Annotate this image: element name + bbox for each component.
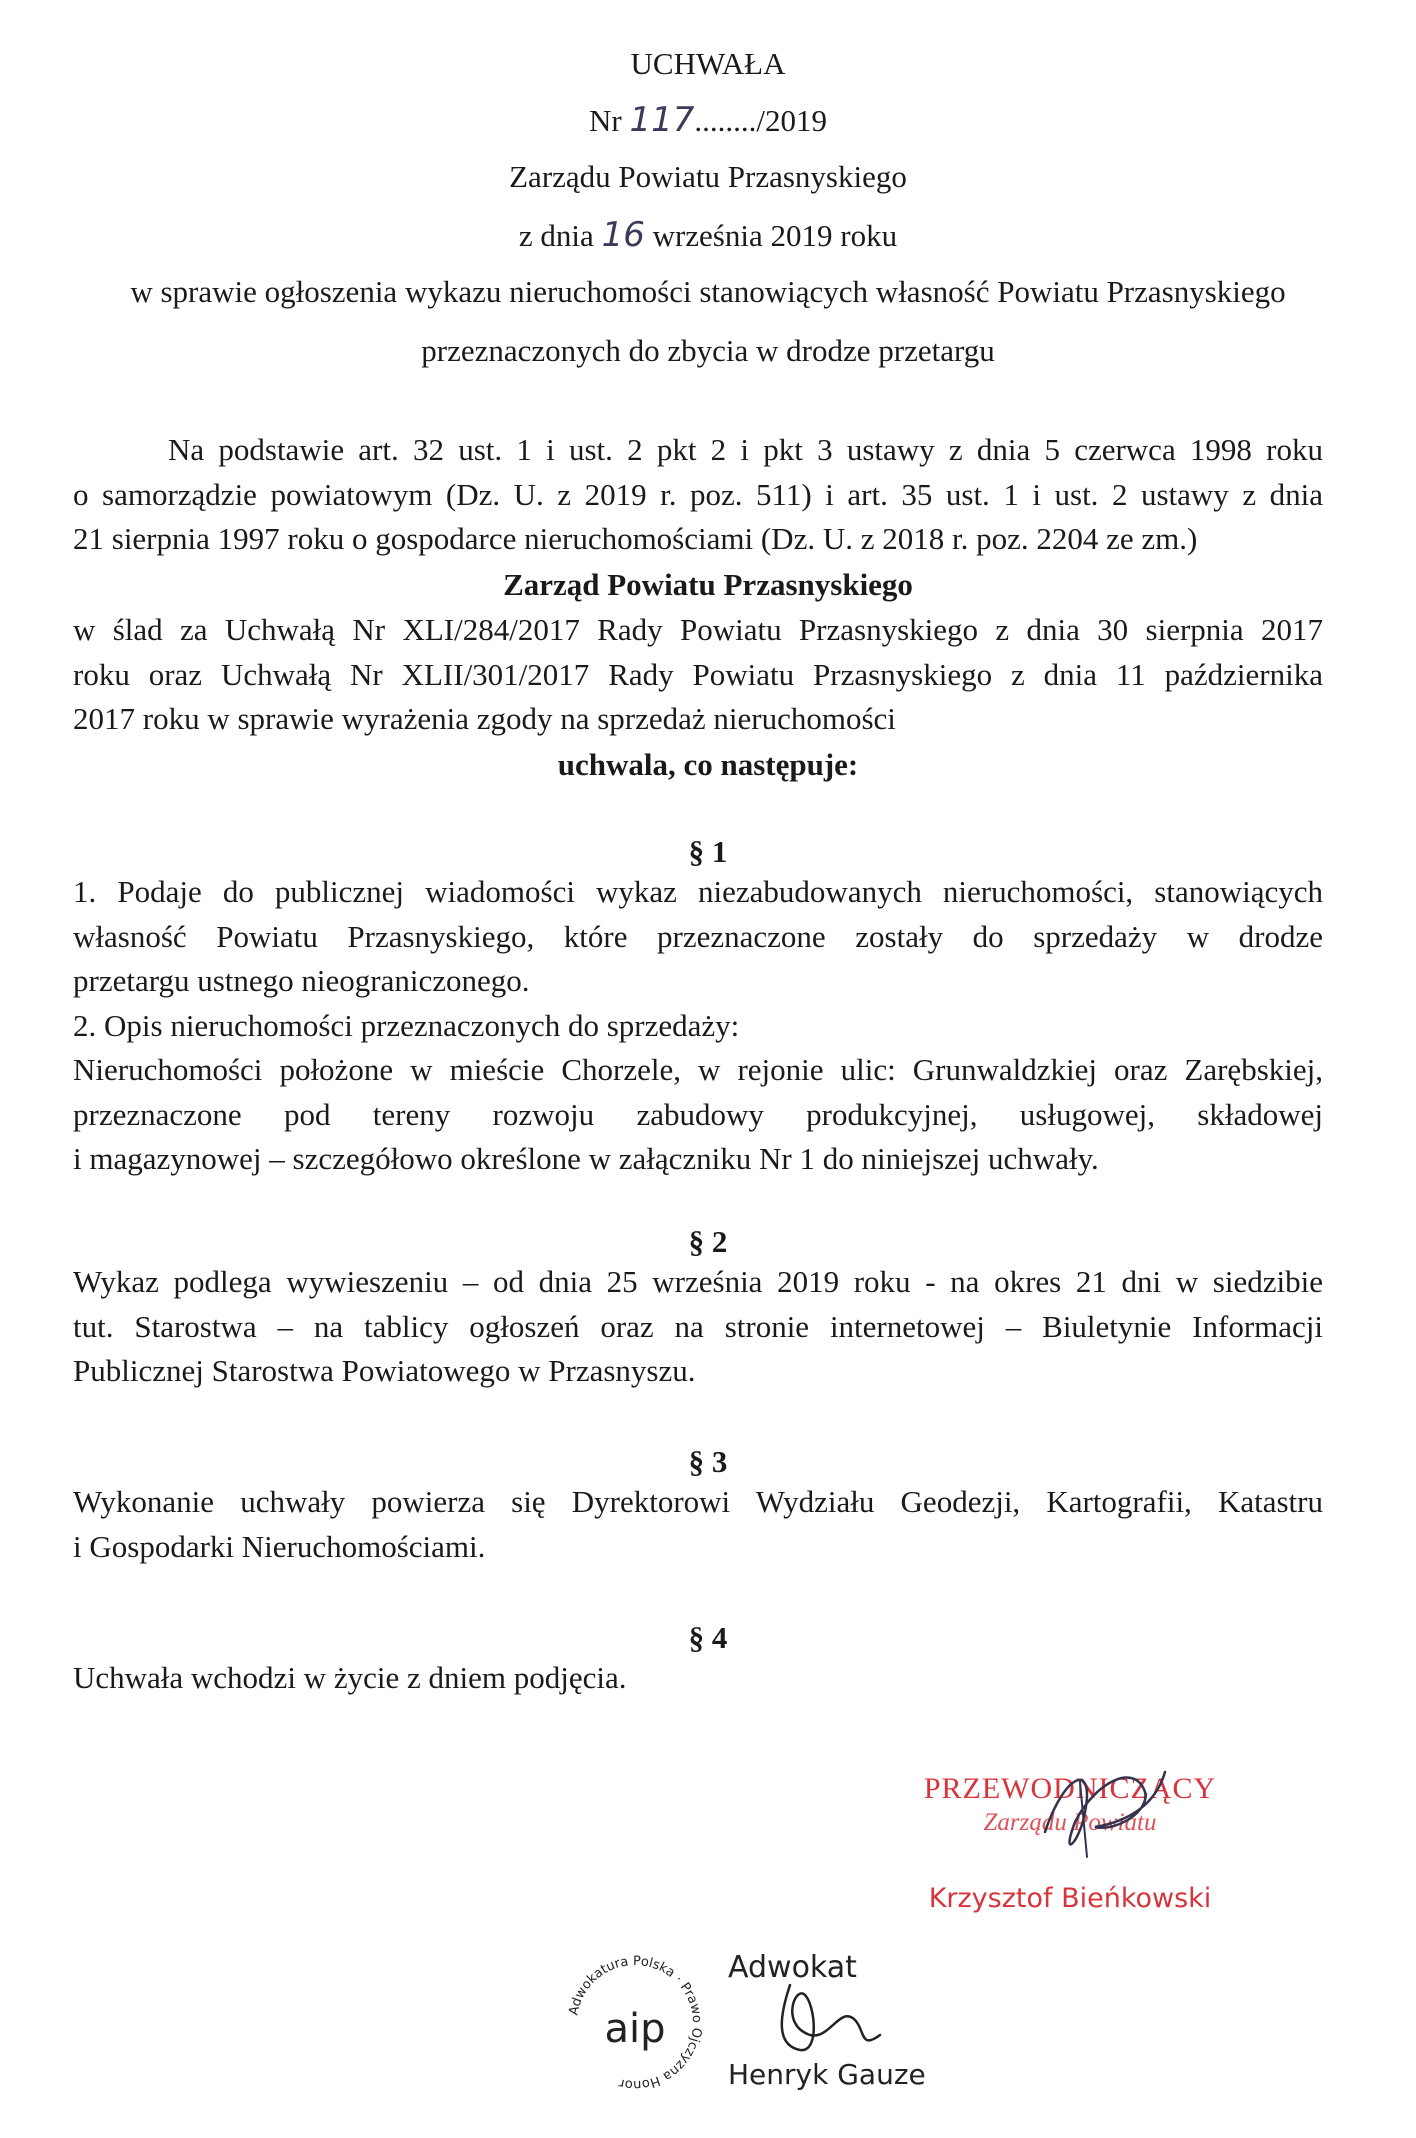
section-line: 1. Podaje do publicznej wiadomości wykaz niezabudowanych nieruchomości, stanowiących (73, 874, 1323, 909)
preamble-line: Na podstawie art. 32 ust. 1 i ust. 2 pkt 2 i pkt 3 ustawy z dnia 5 czerwca 1998 roku (168, 432, 1323, 467)
preamble-line: 21 sierpnia 1997 roku o gospodarce nieruchomościami (Dz. U. z 2018 r. poz. 2204 ze zm.) (73, 521, 1198, 556)
number-suffix: ......../2019 (694, 103, 827, 138)
logo-mark: aip (604, 2006, 666, 2052)
bar-association-logo (560, 1948, 710, 2098)
subject-line-1: w sprawie ogłoszenia wykazu nieruchomości stanowiących własność Powiatu Przasnyskiego (130, 274, 1286, 309)
resolution-number (0, 100, 1416, 141)
section-3-body (73, 1480, 1323, 1569)
document-title: UCHWAŁA (630, 46, 786, 81)
resolution-date (0, 215, 1416, 256)
subject-line-2: przeznaczonych do zbycia w drodze przetargu (421, 333, 995, 368)
date-suffix: września 2019 roku (644, 218, 898, 253)
section-heading: § 2 (688, 1224, 728, 1259)
section-line: Nieruchomości położone w mieście Chorzele, w rejonie ulic: Grunwaldzkiej oraz Zarębskiej, (73, 1052, 1323, 1087)
follow-clause (73, 608, 1323, 742)
section-heading: § 3 (688, 1444, 728, 1479)
stamp-title: PRZEWODNICZĄCY (923, 1772, 1217, 1805)
section-heading: § 1 (688, 834, 728, 869)
follow-line: w ślad za Uchwałą Nr XLI/284/2017 Rady Powiatu Przasnyskiego z dnia 30 sierpnia 2017 (73, 612, 1323, 647)
number-prefix: Nr (589, 103, 630, 138)
section-line: i magazynowej – szczegółowo określone w załączniku Nr 1 do niniejszej uchwały. (73, 1141, 1099, 1176)
issuer: Zarządu Powiatu Przasnyskiego (509, 159, 907, 194)
resolves-clause: uchwala, co następuje: (557, 747, 859, 782)
chairman-signature (1025, 1752, 1175, 1872)
section-line: Publicznej Starostwa Powiatowego w Przasnyszu. (73, 1353, 696, 1388)
date-prefix: z dnia (518, 218, 602, 253)
section-2-body (73, 1260, 1323, 1394)
preamble-line: o samorządzie powiatowym (Dz. U. z 2019 r. poz. 511) i art. 35 ust. 1 i ust. 2 ustawy z dnia (73, 476, 1323, 512)
section-line: 2. Opis nieruchomości przeznaczonych do sprzedaży: (73, 1007, 740, 1043)
section-line: i Gospodarki Nieruchomościami. (73, 1528, 486, 1564)
section-4-body (73, 1656, 1323, 1701)
preamble (73, 428, 1323, 562)
handwritten-day: 16 (601, 215, 645, 255)
section-line: Uchwała wchodzi w życie z dniem podjęcia. (73, 1660, 627, 1695)
stamp-subtitle: Zarządu Powiatu (983, 1809, 1157, 1836)
section-1-body (73, 870, 1323, 1182)
board-name: Zarząd Powiatu Przasnyskiego (503, 567, 913, 602)
section-line: przeznaczone pod tereny rozwoju zabudowy produkcyjnej, usługowej, składowej (73, 1096, 1323, 1132)
section-line: Wykonanie uchwały powierza się Dyrektorowi Wydziału Geodezji, Kartografii, Katastru (73, 1484, 1323, 1519)
follow-line: roku oraz Uchwałą Nr XLII/301/2017 Rady Powiatu Przasnyskiego z dnia 11 października (73, 656, 1323, 692)
follow-line: 2017 roku w sprawie wyrażenia zgody na sprzedaż nieruchomości (73, 701, 896, 736)
lawyer-title: Adwokat (728, 1950, 857, 1985)
section-line: przetargu ustnego nieograniczonego. (73, 963, 530, 998)
section-line: Wykaz podlega wywieszeniu – od dnia 25 września 2019 roku - na okres 21 dni w siedzibie (73, 1264, 1323, 1299)
section-heading: § 4 (688, 1620, 728, 1655)
handwritten-number: 117 (629, 100, 695, 140)
stamp-name: Krzysztof Bieńkowski (928, 1883, 1212, 1914)
section-line: tut. Starostwa – na tablicy ogłoszeń oraz na stronie internetowej – Biuletynie Informacji (73, 1308, 1323, 1344)
lawyer-name: Henryk Gauze (728, 2058, 926, 2091)
logo-ring-text: Adwokatura Polska · Prawo Ojczyzna Honor (566, 1953, 705, 2093)
section-line: własność Powiatu Przasnyskiego, które przeznaczone zostały do sprzedaży w drodze (73, 918, 1323, 954)
